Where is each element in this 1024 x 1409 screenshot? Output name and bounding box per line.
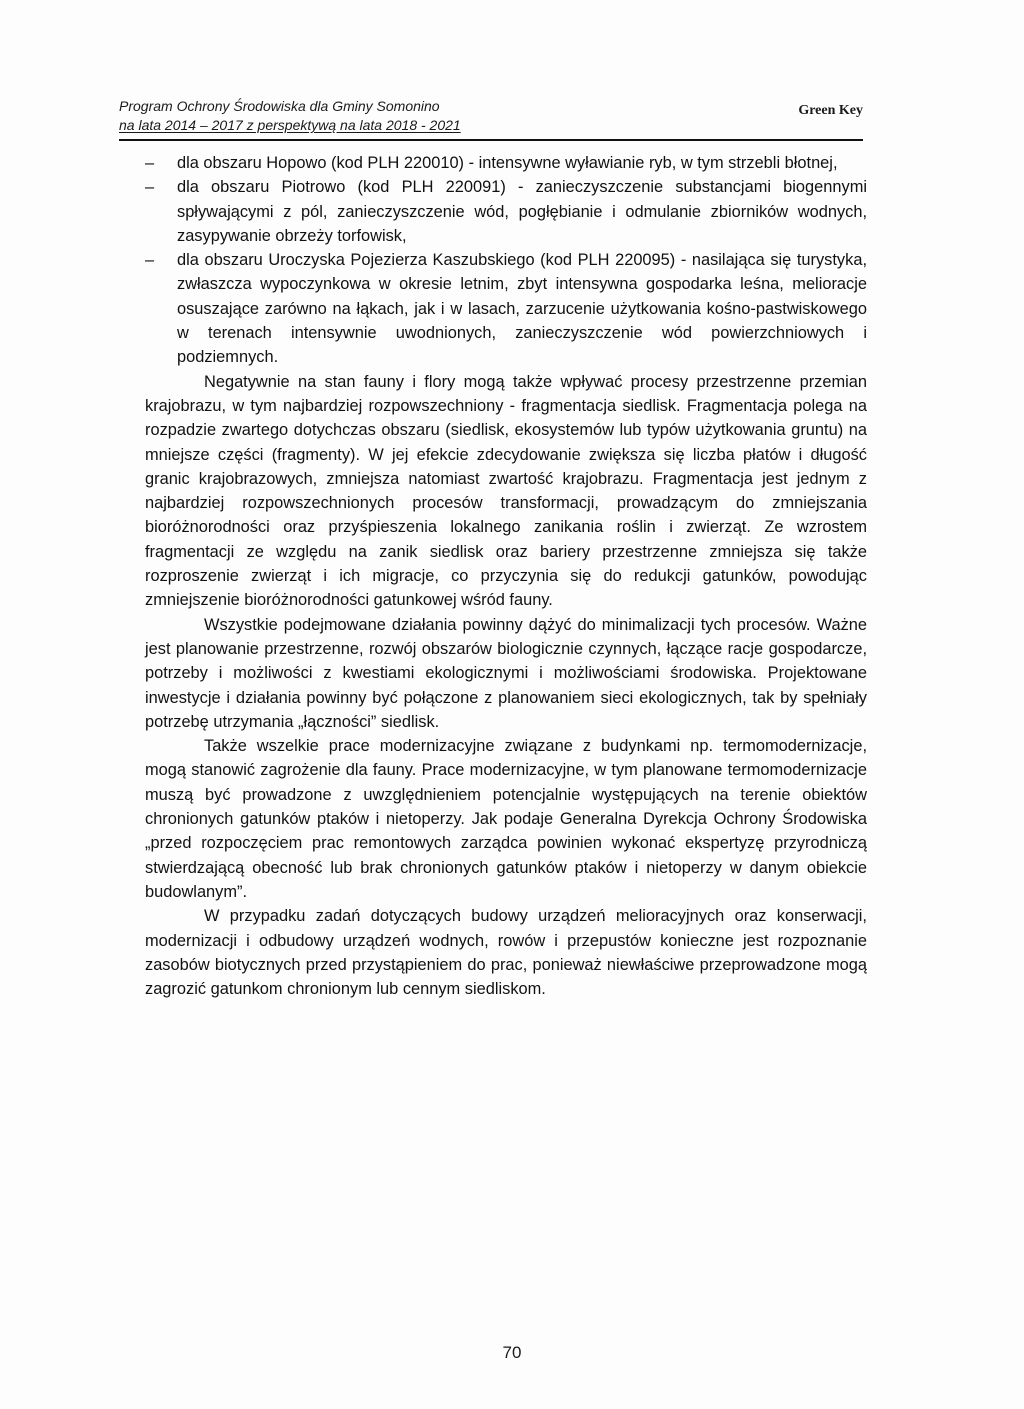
header-title-line-2: na lata 2014 – 2017 z perspektywą na lata 2018 - 2021 (119, 117, 461, 133)
bullet-list (145, 151, 867, 370)
paragraph: Także wszelkie prace modernizacyjne związane z budynkami np. termomodernizacje, mogą stanowić zagrożenie dla fauny. Prace modernizacyjne, w tym planowane termomodernizacje muszą być prowadzone z uwzględnieniem potencjalnie występujących na terenie obiektów chronionych gatunków ptaków i nietoperzy. Jak podaje Generalna Dyrekcja Ochrony Środowiska „przed rozpoczęciem prac remontowych zarządca powinien wykonać ekspertyzę przyrodniczą stwierdzającą obecność lub brak chronionych gatunków ptaków i nietoperzy w danym obiekcie budowlanym”. (145, 737, 867, 901)
bullet-item (145, 151, 867, 175)
bullet-dash: – (145, 154, 155, 172)
bullet-text: dla obszaru Hopowo (kod PLH 220010) - intensywne wyławianie ryb, w tym strzebli błotnej, (177, 154, 838, 172)
bullet-text: dla obszaru Piotrowo (kod PLH 220091) - zanieczyszczenie substancjami biogennymi spływającymi z pól, zanieczyszczenie wód, pogłębianie i odmulanie zbiorników wodnych, zasypywanie obrzeży torfowisk, (177, 178, 867, 245)
paragraph: W przypadku zadań dotyczących budowy urządzeń melioracyjnych oraz konserwacji, modernizacji i odbudowy urządzeń wodnych, rowów i przepustów konieczne jest rozpoznanie zasobów biotycznych przed przystąpieniem do prac, ponieważ niewłaściwe przeprowadzone mogą zagrozić gatunkom chronionym lub cennym siedliskom. (145, 907, 867, 999)
bullet-item (145, 248, 867, 369)
header-brand: Green Key (798, 103, 863, 118)
page-content (145, 151, 867, 1001)
header-title (119, 97, 461, 135)
header-title-line-1: Program Ochrony Środowiska dla Gminy Somonino (119, 98, 440, 114)
paragraph: Wszystkie podejmowane działania powinny dążyć do minimalizacji tych procesów. Ważne jest planowanie przestrzenne, rozwój obszarów biologicznie czynnych, łączące racje gospodarcze, potrzeby i możliwości z kwestiami ekologicznymi i możliwościami środowiska. Projektowane inwestycje i działania powinny być połączone z planowaniem sieci ekologicznych, tak by spełniały potrzebę utrzymania „łączności” siedlisk. (145, 615, 867, 731)
page-number: 70 (502, 1343, 522, 1362)
paragraph: Negatywnie na stan fauny i flory mogą także wpływać procesy przestrzenne przemian krajobrazu, w tym najbardziej rozpowszechniony - fragmentacja siedlisk. Fragmentacja polega na rozpadzie zwartego dotychczas obszaru (siedlisk, ekosystemów lub typów użytkowania gruntu) na mniejsze części (fragmenty). W jej efekcie zdecydowanie zwiększa się liczba płatów i długość granic krajobrazowych, zmniejsza natomiast zwartość krajobrazu. Fragmentacja jest jednym z najbardziej rozpowszechnionych procesów transformacji, prowadzącym do zmniejszania bioróżnorodności oraz przyśpieszenia lokalnego zanikania roślin i zwierząt. Ze wzrostem fragmentacji ze względu na zanik siedlisk oraz bariery przestrzenne zmniejsza się także rozproszenie zwierząt i ich migracje, co przyczynia się do redukcji gatunków, powodując zmniejszenie bioróżnorodności gatunkowej wśród fauny. (145, 372, 867, 610)
page-header (119, 97, 863, 141)
bullet-item (145, 175, 867, 248)
bullet-text: dla obszaru Uroczyska Pojezierza Kaszubskiego (kod PLH 220095) - nasilająca się turystyka, zwłaszcza wypoczynkowa w okresie letnim, zbyt intensywna gospodarka leśna, melioracje osuszające zarówno na łąkach, jak i w lasach, zarzucenie użytkowania kośno-pastwiskowego w terenach intensywnie uwodnionych, zanieczyszczenie wód powierzchniowych i podziemnych. (177, 251, 867, 367)
bullet-dash: – (145, 178, 155, 197)
bullet-dash: – (145, 251, 155, 270)
